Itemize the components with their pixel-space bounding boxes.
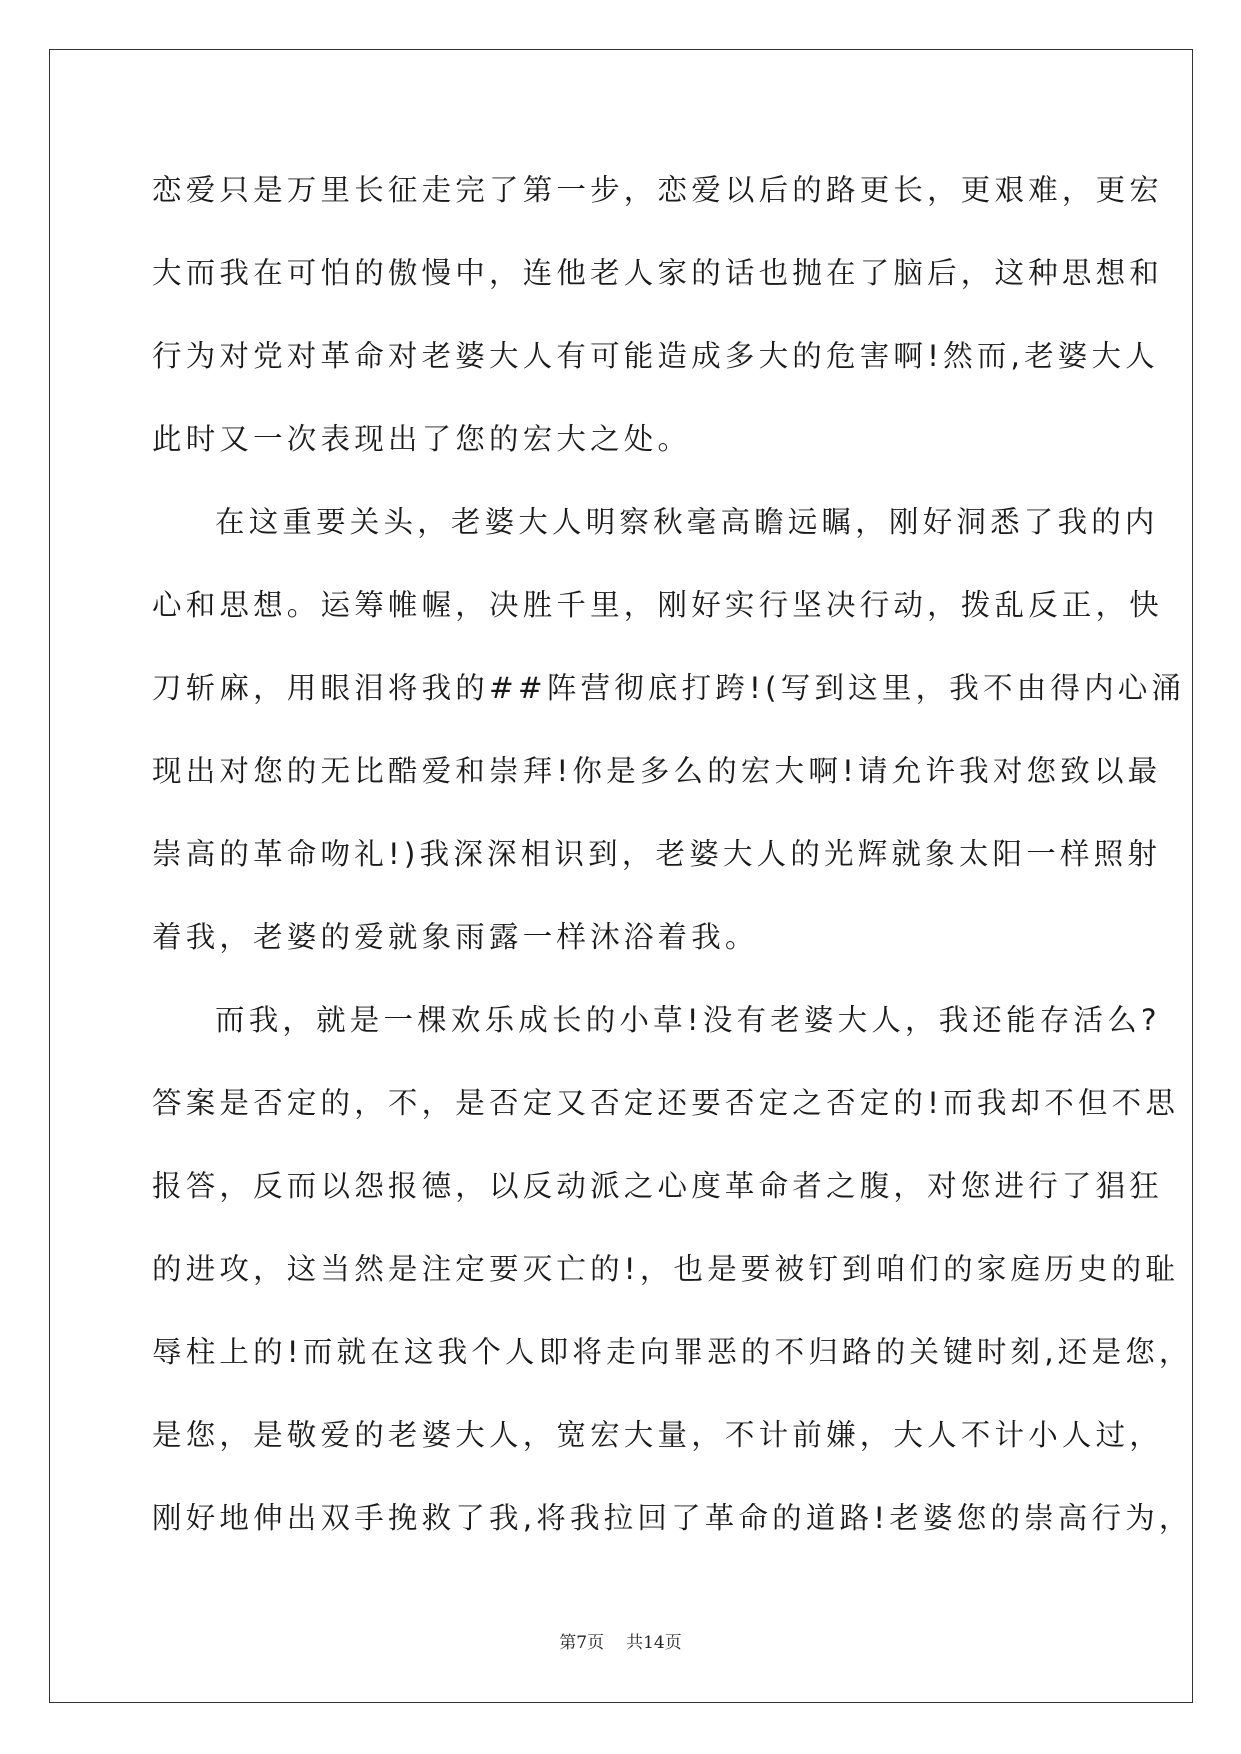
paragraph-first-line: 在这重要关头，老婆大人明察秋毫高瞻远瞩，刚好洞悉了我的内 <box>215 505 1159 539</box>
text-line: 现出对您的无比酷爱和崇拜!你是多么的宏大啊!请允许我对您致以最 <box>152 754 1162 788</box>
page-total: 共14页 <box>626 1633 682 1653</box>
text-line: 是您，是敬爱的老婆大人，宽宏大量，不计前嫌，大人不计小人过， <box>152 1418 1164 1452</box>
text-line: 崇高的革命吻礼!)我深深相识到，老婆大人的光辉就象太阳一样照射 <box>152 837 1162 871</box>
text-line: 答案是否定的，不，是否定又否定还要否定之否定的!而我却不但不思 <box>152 1086 1180 1120</box>
text-line: 行为对党对革命对老婆大人有可能造成多大的危害啊!然而,老婆大人 <box>152 339 1159 373</box>
text-line: 报答，反而以怨报德，以反动派之心度革命者之腹，对您进行了猖狂 <box>152 1169 1164 1203</box>
text-line: 着我，老婆的爱就象雨露一样沐浴着我。 <box>152 920 759 954</box>
text-line: 的进攻，这当然是注定要灭亡的!，也是要被钉到咱们的家庭历史的耻 <box>152 1252 1180 1286</box>
text-line: 辱柱上的!而就在这我个人即将走向罪恶的不归路的关键时刻,还是您， <box>152 1335 1193 1369</box>
text-line: 恋爱只是万里长征走完了第一步，恋爱以后的路更长，更艰难，更宏 <box>152 173 1164 207</box>
document-body <box>152 160 1193 1571</box>
text-line: 刚好地伸出双手挽救了我,将我拉回了革命的道路!老婆您的崇高行为， <box>152 1501 1193 1535</box>
text-line: 刀斩麻，用眼泪将我的##阵营彻底打跨!(写到这里，我不由得内心涌 <box>152 671 1186 705</box>
text-line: 大而我在可怕的傲慢中，连他老人家的话也抛在了脑后，这种思想和 <box>152 256 1164 290</box>
paragraph-first-line: 而我，就是一棵欢乐成长的小草!没有老婆大人，我还能存活么? <box>215 1003 1161 1037</box>
text-line: 此时又一次表现出了您的宏大之处。 <box>152 422 692 456</box>
page-number: 第7页 <box>559 1633 605 1653</box>
page-footer <box>0 1628 1241 1653</box>
text-line: 心和思想。运筹帷幄，决胜千里，刚好实行坚决行动，拨乱反正，快 <box>152 588 1164 622</box>
